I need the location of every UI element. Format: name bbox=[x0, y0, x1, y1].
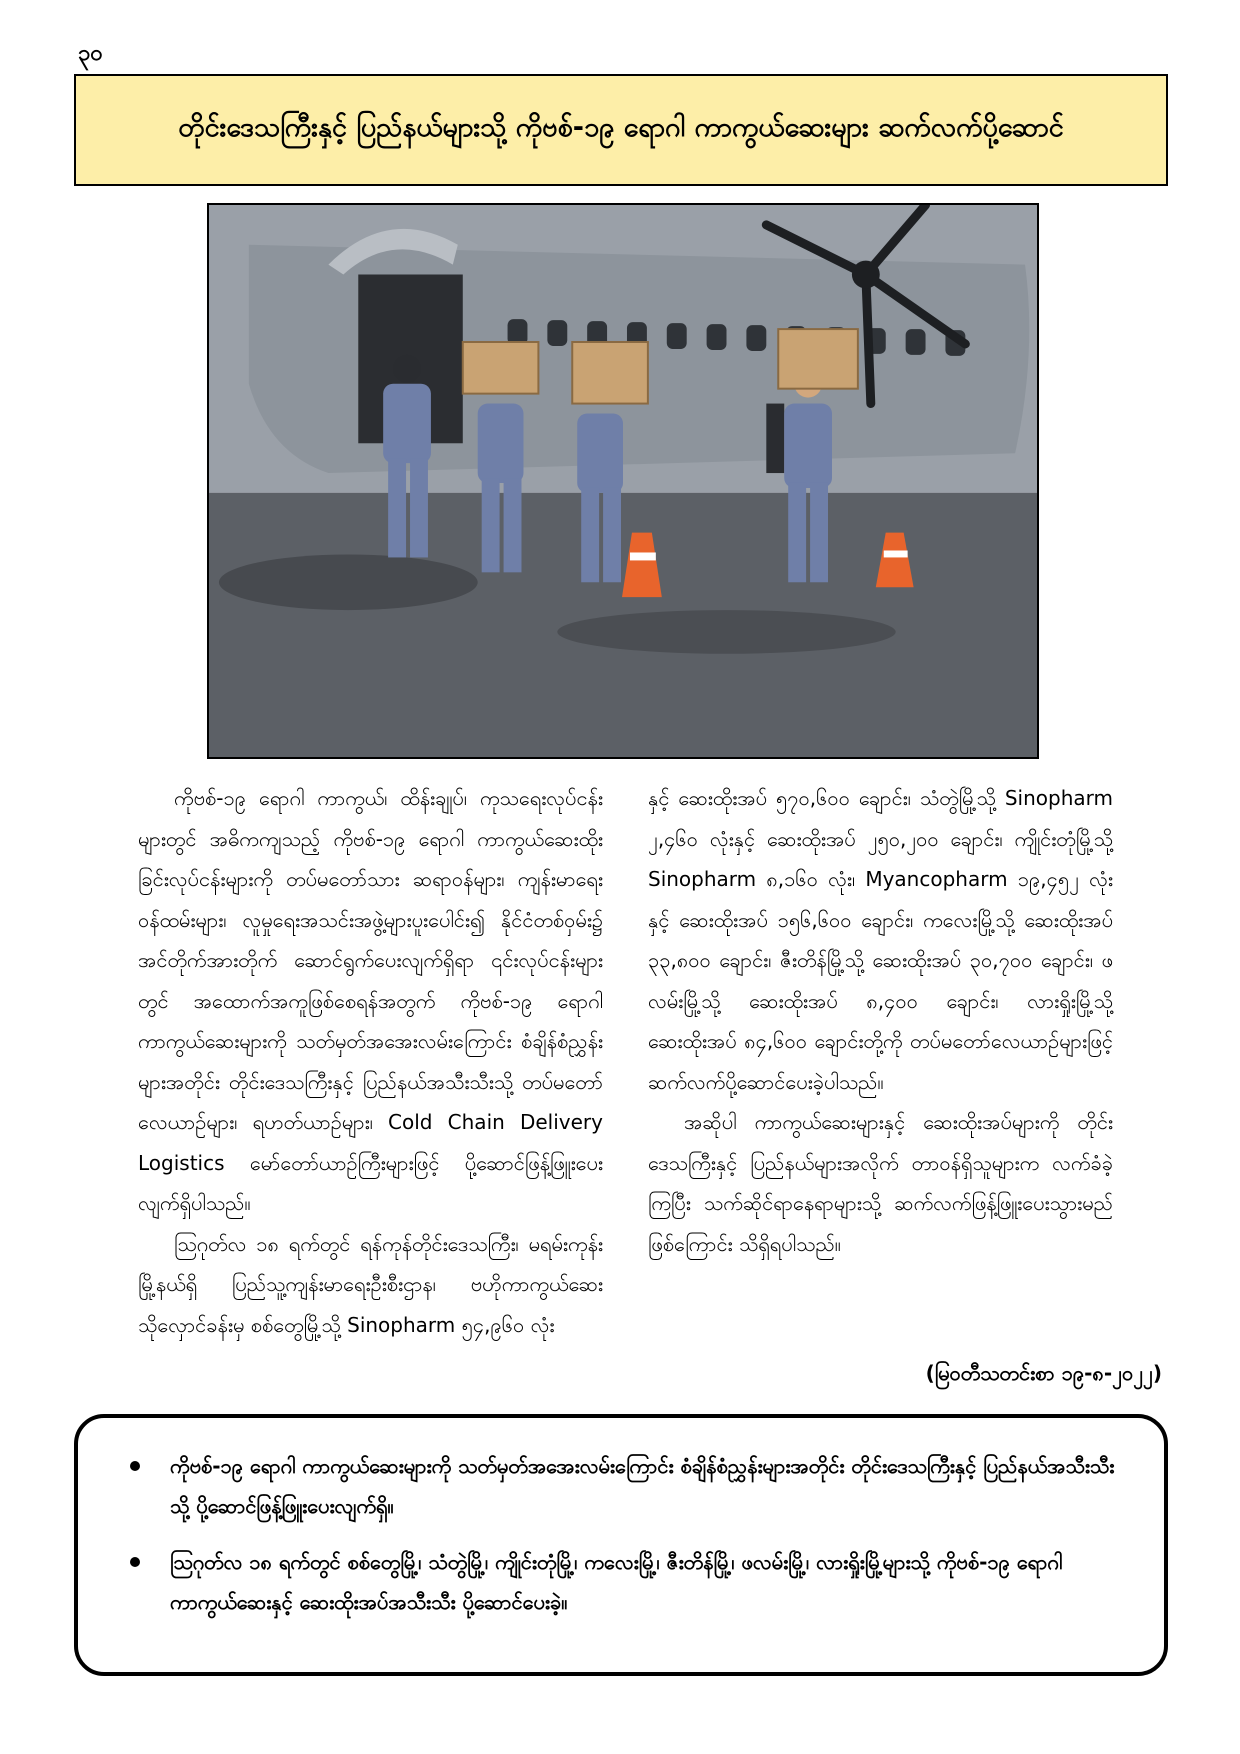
wet-patch bbox=[557, 610, 895, 654]
source-citation: (မြဝတီသတင်းစာ ၁၉-၈-၂၀၂၂) bbox=[925, 1361, 1162, 1385]
summary-item bbox=[130, 1542, 1126, 1622]
aircraft-loading-illustration bbox=[209, 205, 1037, 757]
summary-box bbox=[74, 1414, 1168, 1676]
cargo-box bbox=[463, 342, 539, 394]
article-body-right-column bbox=[648, 778, 1113, 1264]
bullet-icon bbox=[130, 1461, 140, 1471]
body-paragraph: ဩဂုတ်လ ၁၈ ရက်တွင် ရန်ကုန်တိုင်းဒေသကြီး၊ မရမ်းကုန်းမြို့နယ်ရှိ ပြည်သူ့ကျန်းမာရေးဦးစီးဌာန၊ ဗဟိုကာကွယ်ဆေးသိုလှောင်ခန်းမှ စစ်တွေမြို့သို့ Sinopharm ၅၄,၉၆၀ လုံး bbox=[138, 1231, 603, 1337]
summary-item-text: ကိုဗစ်-၁၉ ရောဂါ ကာကွယ်ဆေးများကို သတ်မှတ်အအေးလမ်းကြောင်း စံချိန်စံညွှန်းများအတိုင်း တိုင်းဒေသကြီးနှင့် ပြည်နယ်အသီးသီးသို့ ပို့ဆောင်ဖြန့်ဖြူးပေးလျက်ရှိ။ bbox=[170, 1454, 1115, 1518]
summary-list bbox=[130, 1446, 1126, 1622]
landing-gear bbox=[766, 404, 784, 473]
body-paragraph: နှင့် ဆေးထိုးအပ် ၅၇၀,၆၀၀ ချောင်း၊ သံတွဲမြို့သို့ Sinopharm ၂,၄၆၀ လုံးနှင့် ဆေးထိုးအပ် ၂၅၀,၂၀၀ ချောင်း၊ ကျိုင်းတုံမြို့သို့ Sinopharm ၈,၁၆၀ လုံး၊ Myancopharm ၁၉,၄၅၂ လုံးနှင့် ဆေးထိုးအပ် ၁၅၆,၆၀၀ ချောင်း၊ ကလေးမြို့သို့ ဆေးထိုးအပ် ၃၃,၈၀၀ ချောင်း၊ ဇီးတိန်မြို့သို့ ဆေးထိုးအပ် ၃၀,၇၀၀ ချောင်း၊ ဖလမ်းမြို့သို့ ဆေးထိုးအပ် ၈,၄၀၀ ချောင်း၊ လားရှိုးမြို့သို့ ဆေးထိုးအပ် ၈၄,၆၀၀ ချောင်းတို့ကို တပ်မတော်လေယာဉ်များဖြင့် ဆက်လက်ပို့ဆောင်ပေးခဲ့ပါသည်။ bbox=[648, 786, 1113, 1094]
traffic-cone-stripe bbox=[884, 550, 908, 557]
propeller-hub bbox=[852, 261, 880, 289]
article-body-left-column bbox=[138, 778, 603, 1345]
traffic-cone-stripe bbox=[630, 552, 656, 560]
wet-patch bbox=[219, 554, 478, 610]
cargo-box bbox=[778, 329, 858, 389]
article-title: တိုင်းဒေသကြီးနှင့် ပြည်နယ်များသို့ ကိုဗစ်-၁၉ ရောဂါ ကာကွယ်ဆေးများ ဆက်လက်ပို့ဆောင် bbox=[74, 74, 1168, 186]
article-photo bbox=[207, 203, 1039, 759]
page-number: ၃၀ bbox=[78, 41, 103, 66]
cargo-box bbox=[572, 342, 648, 404]
body-paragraph: အဆိုပါ ကာကွယ်ဆေးများနှင့် ဆေးထိုးအပ်များကို တိုင်းဒေသကြီးနှင့် ပြည်နယ်များအလိုက် တာဝန်ရှိသူများက လက်ခံခဲ့ကြပြီး သက်ဆိုင်ရာနေရာများသို့ ဆက်လက်ဖြန့်ဖြူးပေးသွားမည်ဖြစ်ကြောင်း သိရှိရပါသည်။ bbox=[648, 1110, 1113, 1256]
summary-item bbox=[130, 1446, 1126, 1526]
summary-item-text: ဩဂုတ်လ ၁၈ ရက်တွင် စစ်တွေမြို့၊ သံတွဲမြို့၊ ကျိုင်းတုံမြို့၊ ကလေးမြို့၊ ဇီးတိန်မြို့၊ ဖလမ်းမြို့၊ လားရှိုးမြို့များသို့ ကိုဗစ်-၁၉ ရောဂါ ကာကွယ်ဆေးနှင့် ဆေးထိုးအပ်အသီးသီး ပို့ဆောင်ပေးခဲ့။ bbox=[170, 1550, 1063, 1614]
body-paragraph: ကိုဗစ်-၁၉ ရောဂါ ကာကွယ်၊ ထိန်းချုပ်၊ ကုသရေးလုပ်ငန်းများတွင် အဓိကကျသည့် ကိုဗစ်-၁၉ ရောဂါ ကာကွယ်ဆေးထိုးခြင်းလုပ်ငန်းများကို တပ်မတော်သား ဆရာဝန်များ၊ ကျန်းမာရေးဝန်ထမ်းများ၊ လူမှုရေးအသင်းအဖွဲ့များပူးပေါင်း၍ နိုင်ငံတစ်ဝှမ်း၌ အင်တိုက်အားတိုက် ဆောင်ရွက်ပေးလျက်ရှိရာ ၎င်းလုပ်ငန်းများတွင် အထောက်အကူဖြစ်စေရန်အတွက် ကိုဗစ်-၁၉ ရောဂါ ကာကွယ်ဆေးများကို သတ်မှတ်အအေးလမ်းကြောင်း စံချိန်စံညွှန်းများအတိုင်း တိုင်းဒေသကြီးနှင့် ပြည်နယ်အသီးသီးသို့ တပ်မတော်လေယာဉ်များ၊ ရဟတ်ယာဉ်များ၊ Cold Chain Delivery Logistics မော်တော်ယာဉ်ကြီးများဖြင့် ပို့ဆောင်ဖြန့်ဖြူးပေးလျက်ရှိပါသည်။ bbox=[138, 786, 603, 1215]
bullet-icon bbox=[130, 1557, 140, 1567]
